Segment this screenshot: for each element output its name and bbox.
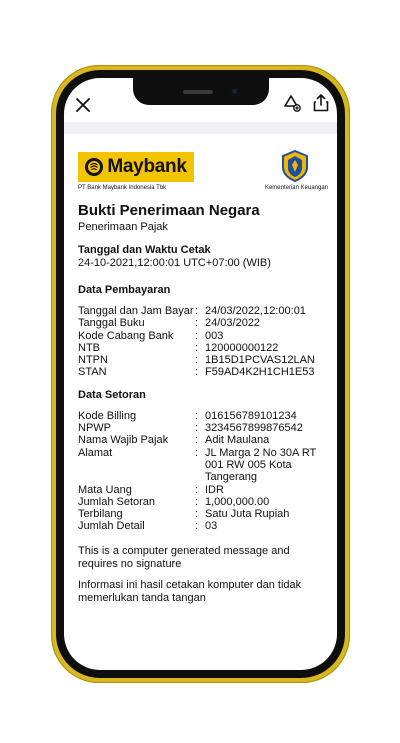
row-value: 120000000122 [205, 341, 279, 354]
row-key: Tanggal Buku [78, 317, 145, 330]
english-disclaimer: This is a computer generated message and requires no signature [78, 544, 290, 570]
document-title: Bukti Penerimaan Negara [78, 202, 260, 219]
payment-row [78, 330, 328, 342]
row-key: Alamat [78, 446, 113, 459]
row-key: STAN [78, 366, 107, 379]
row-key: Terbilang [78, 508, 123, 521]
maybank-caption: PT Bank Maybank Indonesia Tbk [78, 185, 167, 191]
row-key: NPWP [78, 422, 111, 435]
row-separator: : [195, 409, 199, 422]
row-separator: : [195, 495, 199, 508]
deposit-row [78, 422, 328, 434]
header-divider [64, 122, 337, 134]
deposit-row [78, 410, 328, 422]
close-button[interactable] [72, 94, 94, 116]
row-value: Satu Juta Rupiah [205, 508, 290, 521]
row-key: Kode Billing [78, 409, 137, 422]
row-separator: : [195, 341, 199, 354]
payment-section-title: Data Pembayaran [78, 284, 171, 296]
row-key: Kode Cabang Bank [78, 329, 174, 342]
payment-row [78, 305, 328, 317]
row-key: NTPN [78, 354, 108, 367]
phone-notch [133, 78, 269, 105]
deposit-details [78, 410, 328, 533]
row-separator: : [195, 305, 199, 317]
speaker-grille [183, 90, 213, 94]
front-camera [230, 87, 239, 96]
row-value: 03 [205, 520, 218, 533]
kemenkeu-emblem-icon [280, 150, 310, 182]
row-separator: : [195, 317, 199, 330]
logo-row [78, 152, 328, 192]
deposit-section-title: Data Setoran [78, 388, 146, 401]
deposit-row [78, 434, 328, 446]
row-value: 3234567899876542 [205, 422, 303, 435]
maybank-tiger-icon [85, 158, 103, 176]
payment-details [78, 305, 328, 379]
row-value: 016156789101234 [205, 409, 297, 422]
phone-screen [64, 78, 337, 670]
row-separator: : [195, 329, 199, 342]
row-separator: : [195, 446, 199, 459]
row-value: 003 [205, 329, 224, 342]
export-upload-icon [313, 94, 329, 112]
kemenkeu-caption: Kementerian Keuangan [264, 185, 328, 191]
row-separator: : [195, 422, 199, 435]
deposit-row [78, 520, 328, 532]
row-key: Mata Uang [78, 483, 132, 496]
row-separator: : [195, 366, 199, 379]
row-separator: : [195, 483, 199, 496]
row-key: Jumlah Setoran [78, 495, 156, 508]
row-value: 24/03/2022,12:00:01 [205, 305, 306, 317]
row-key: Jumlah Detail [78, 520, 145, 533]
row-value: JL Marga 2 No 30A RT 001 RW 005 Kota Tangerang [205, 446, 317, 484]
row-value: IDR [205, 483, 224, 496]
row-key: NTB [78, 341, 100, 354]
share-button[interactable] [281, 92, 303, 114]
close-icon [76, 98, 90, 112]
deposit-row [78, 484, 328, 496]
row-value: 1B15D1PCVAS12LAN [205, 354, 315, 367]
document-subtitle: Penerimaan Pajak [78, 221, 168, 233]
row-separator: : [195, 434, 199, 447]
share-network-icon [283, 94, 301, 112]
row-value: 24/03/2022 [205, 317, 261, 330]
indonesian-disclaimer: Informasi ini hasil cetakan komputer dan tidak memerlukan tanda tangan [78, 578, 302, 604]
payment-row [78, 342, 328, 354]
print-time-value: 24-10-2021,12:00:01 UTC+07:00 (WIB) [78, 257, 271, 269]
deposit-row [78, 447, 328, 484]
payment-row [78, 354, 328, 366]
row-separator: : [195, 508, 199, 521]
export-button[interactable] [310, 92, 332, 114]
row-separator: : [195, 354, 199, 367]
payment-row [78, 317, 328, 329]
row-key: Nama Wajib Pajak [78, 434, 169, 447]
deposit-row [78, 508, 328, 520]
row-value: 1,000,000.00 [205, 495, 270, 508]
print-time-label: Tanggal dan Waktu Cetak [78, 244, 211, 256]
maybank-logo [78, 152, 194, 182]
row-value: F59AD4K2H1CH1E53 [205, 366, 315, 379]
payment-row [78, 366, 328, 378]
row-value: Adit Maulana [205, 434, 270, 447]
maybank-wordmark: Maybank [107, 156, 187, 177]
receipt-content [78, 152, 328, 605]
row-key: Tanggal dan Jam Bayar [78, 305, 194, 317]
deposit-row [78, 496, 328, 508]
row-separator: : [195, 520, 199, 533]
